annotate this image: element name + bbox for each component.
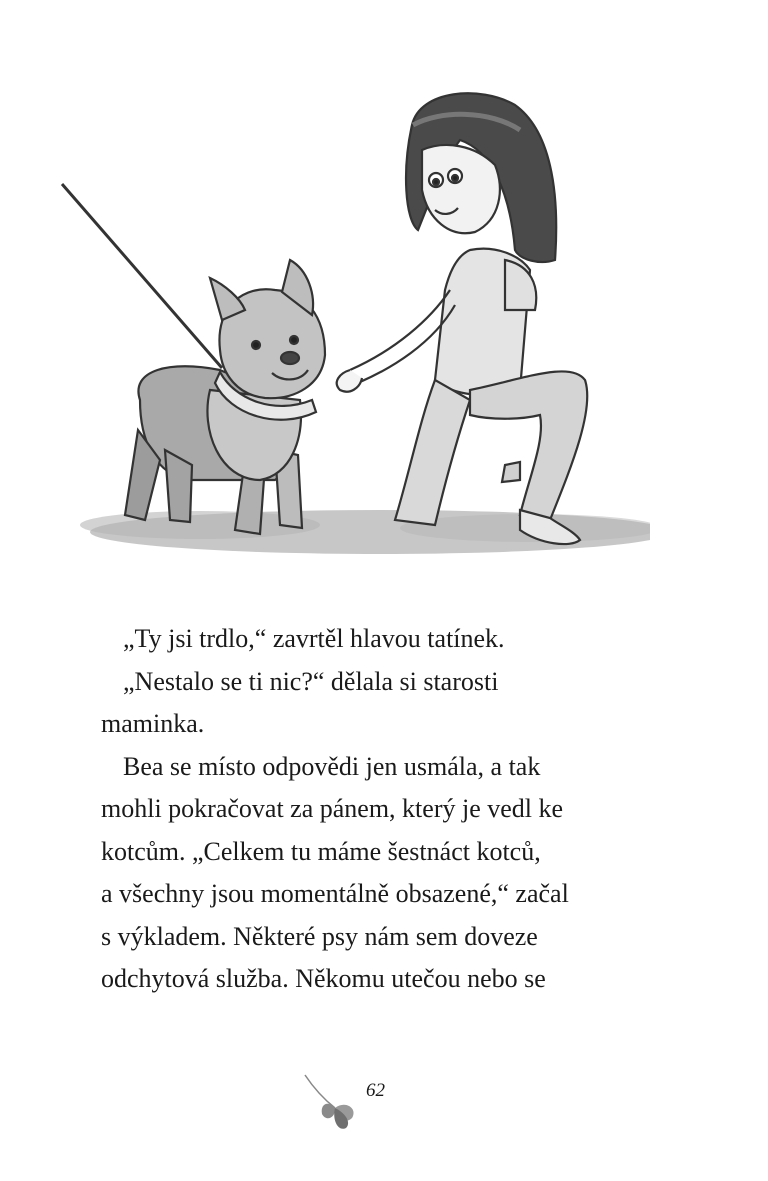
leash <box>62 184 222 368</box>
girl <box>337 93 588 544</box>
page-number: 62 <box>366 1080 385 1101</box>
body-text <box>101 618 641 1001</box>
leaf-sprig-icon <box>300 1070 370 1140</box>
page-footer <box>300 1070 420 1140</box>
text-line: „Ty jsi trdlo,“ zavrtěl hlavou tatínek. <box>123 624 505 653</box>
text-line: maminka. <box>101 709 205 738</box>
text-line: s výkladem. Některé psy nám sem doveze <box>101 921 538 951</box>
text-line: a všechny jsou momentálně obsazené,“ začal <box>101 879 569 908</box>
text-line: odchytová služba. Někomu utečou nebo se <box>101 964 546 993</box>
text-line: „Nestalo se ti nic?“ dělala si starosti <box>123 666 499 696</box>
dog-and-girl-illustration <box>50 70 650 570</box>
text-line: kotcům. „Celkem tu máme šestnáct kotců, <box>101 836 541 866</box>
text-line: Bea se místo odpovědi jen usmála, a tak <box>123 751 541 781</box>
french-bulldog <box>125 260 325 534</box>
text-line: mohli pokračovat za pánem, který je vedl ke <box>101 794 564 823</box>
